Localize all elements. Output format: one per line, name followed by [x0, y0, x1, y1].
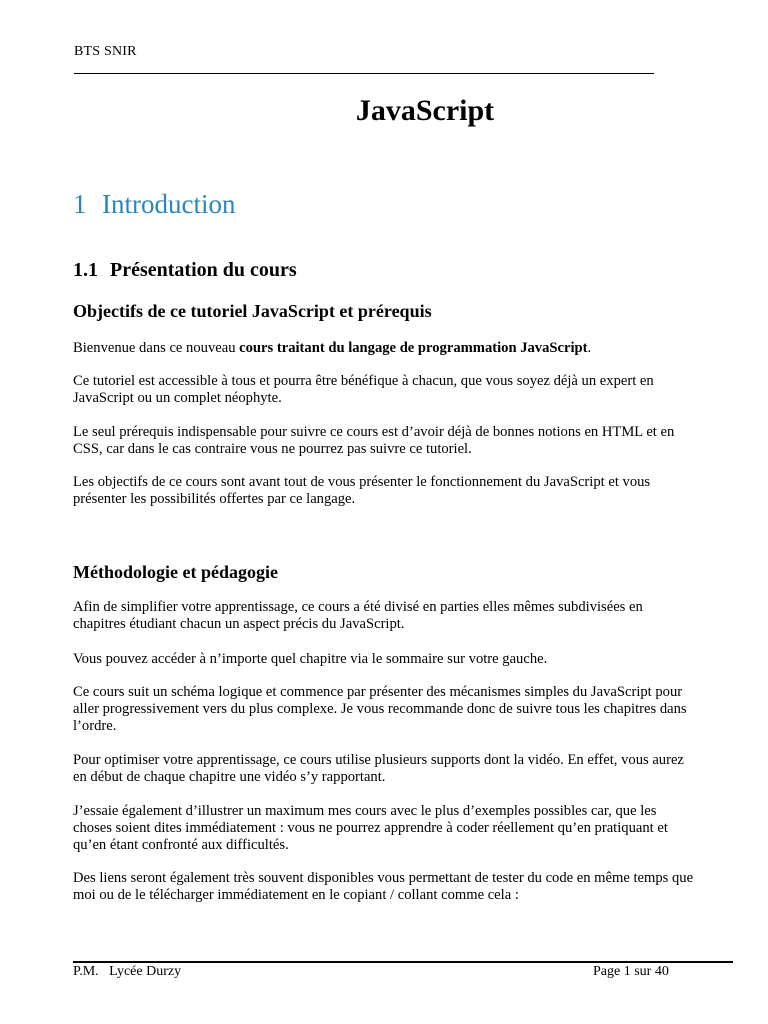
footer-author: P.M. Lycée Durzy: [73, 964, 182, 979]
text-line: J’essaie également d’illustrer un maximum mes cours avec le plus d’exemples possibles car, que les: [73, 803, 657, 819]
methodology-paragraph-5: [73, 803, 743, 854]
text-line: Les objectifs de ce cours sont avant tout de vous présenter le fonctionnement du JavaScript et vous: [73, 474, 651, 490]
methodology-paragraph-2: [73, 651, 743, 668]
text-line: présenter les possibilités offertes par ce langage.: [73, 491, 356, 507]
text-line: JavaScript ou un complet néophyte.: [73, 390, 282, 406]
objectives-paragraph-4: [73, 474, 743, 508]
section-title: Introduction: [102, 189, 236, 219]
text-run: Bienvenue dans ce nouveau: [73, 340, 240, 356]
text-line: qu’en étant confronté aux difficultés.: [73, 837, 289, 853]
text-line: Des liens seront également très souvent disponibles vous permettant de tester du code en même temps que: [73, 870, 694, 886]
objectives-paragraph-1: [73, 340, 743, 357]
text-line: CSS, car dans le cas contraire vous ne pourrez pas suivre ce tutoriel.: [73, 441, 472, 457]
document-title: JavaScript: [355, 94, 495, 127]
footer-rule: [73, 961, 733, 963]
methodology-paragraph-1: [73, 599, 743, 633]
header-rule: [74, 73, 654, 74]
footer-page-number: Page 1 sur 40: [593, 964, 669, 979]
methodology-paragraph-6: [73, 870, 743, 904]
text-line: Vous pouvez accéder à n’importe quel chapitre via le sommaire sur votre gauche.: [73, 651, 548, 667]
section-heading-introduction: [73, 186, 235, 222]
text-line: l’ordre.: [73, 718, 117, 734]
text-line: aller progressivement vers du plus complexe. Je vous recommande donc de suivre tous les chapitres dans: [73, 701, 687, 717]
section-number: 1: [73, 189, 87, 219]
methodology-paragraph-4: [73, 752, 743, 786]
text-line: moi ou de le télécharger immédiatement en le copiant / collant comme cela :: [73, 887, 519, 903]
text-line: Ce cours suit un schéma logique et commence par présenter des mécanismes simples du JavaScript pour: [73, 684, 683, 700]
methodology-paragraph-3: [73, 684, 743, 735]
methodology-heading: Méthodologie et pédagogie: [73, 562, 278, 582]
bold-text: cours traitant du langage de programmation JavaScript: [239, 340, 588, 356]
text-line: Le seul prérequis indispensable pour suivre ce cours est d’avoir déjà de bonnes notions en HTML et en: [73, 424, 675, 440]
text-line: Pour optimiser votre apprentissage, ce cours utilise plusieurs supports dont la vidéo. En effet, vous aurez: [73, 752, 684, 768]
page-header: BTS SNIR: [74, 44, 137, 59]
text-line: Afin de simplifier votre apprentissage, ce cours a été divisé en parties elles mêmes subdivisées en: [73, 599, 643, 615]
objectives-heading: Objectifs de ce tutoriel JavaScript et prérequis: [73, 301, 432, 321]
objectives-paragraph-2: [73, 373, 743, 407]
text-run: .: [587, 340, 592, 356]
subsection-title: Présentation du cours: [110, 259, 297, 281]
subsection-number: 1.1: [73, 259, 98, 281]
text-line: chapitres étudiant chacun un aspect précis du JavaScript.: [73, 616, 405, 632]
subsection-heading-presentation: [73, 257, 297, 283]
text-line: choses soient dites immédiatement : vous ne pourrez apprendre à coder réellement qu’en pratiquant et: [73, 820, 668, 836]
objectives-paragraph-3: [73, 424, 743, 458]
text-line: Ce tutoriel est accessible à tous et pourra être bénéfique à chacun, que vous soyez déjà un expert en: [73, 373, 654, 389]
text-line: en début de chaque chapitre une vidéo s’y rapportant.: [73, 769, 386, 785]
